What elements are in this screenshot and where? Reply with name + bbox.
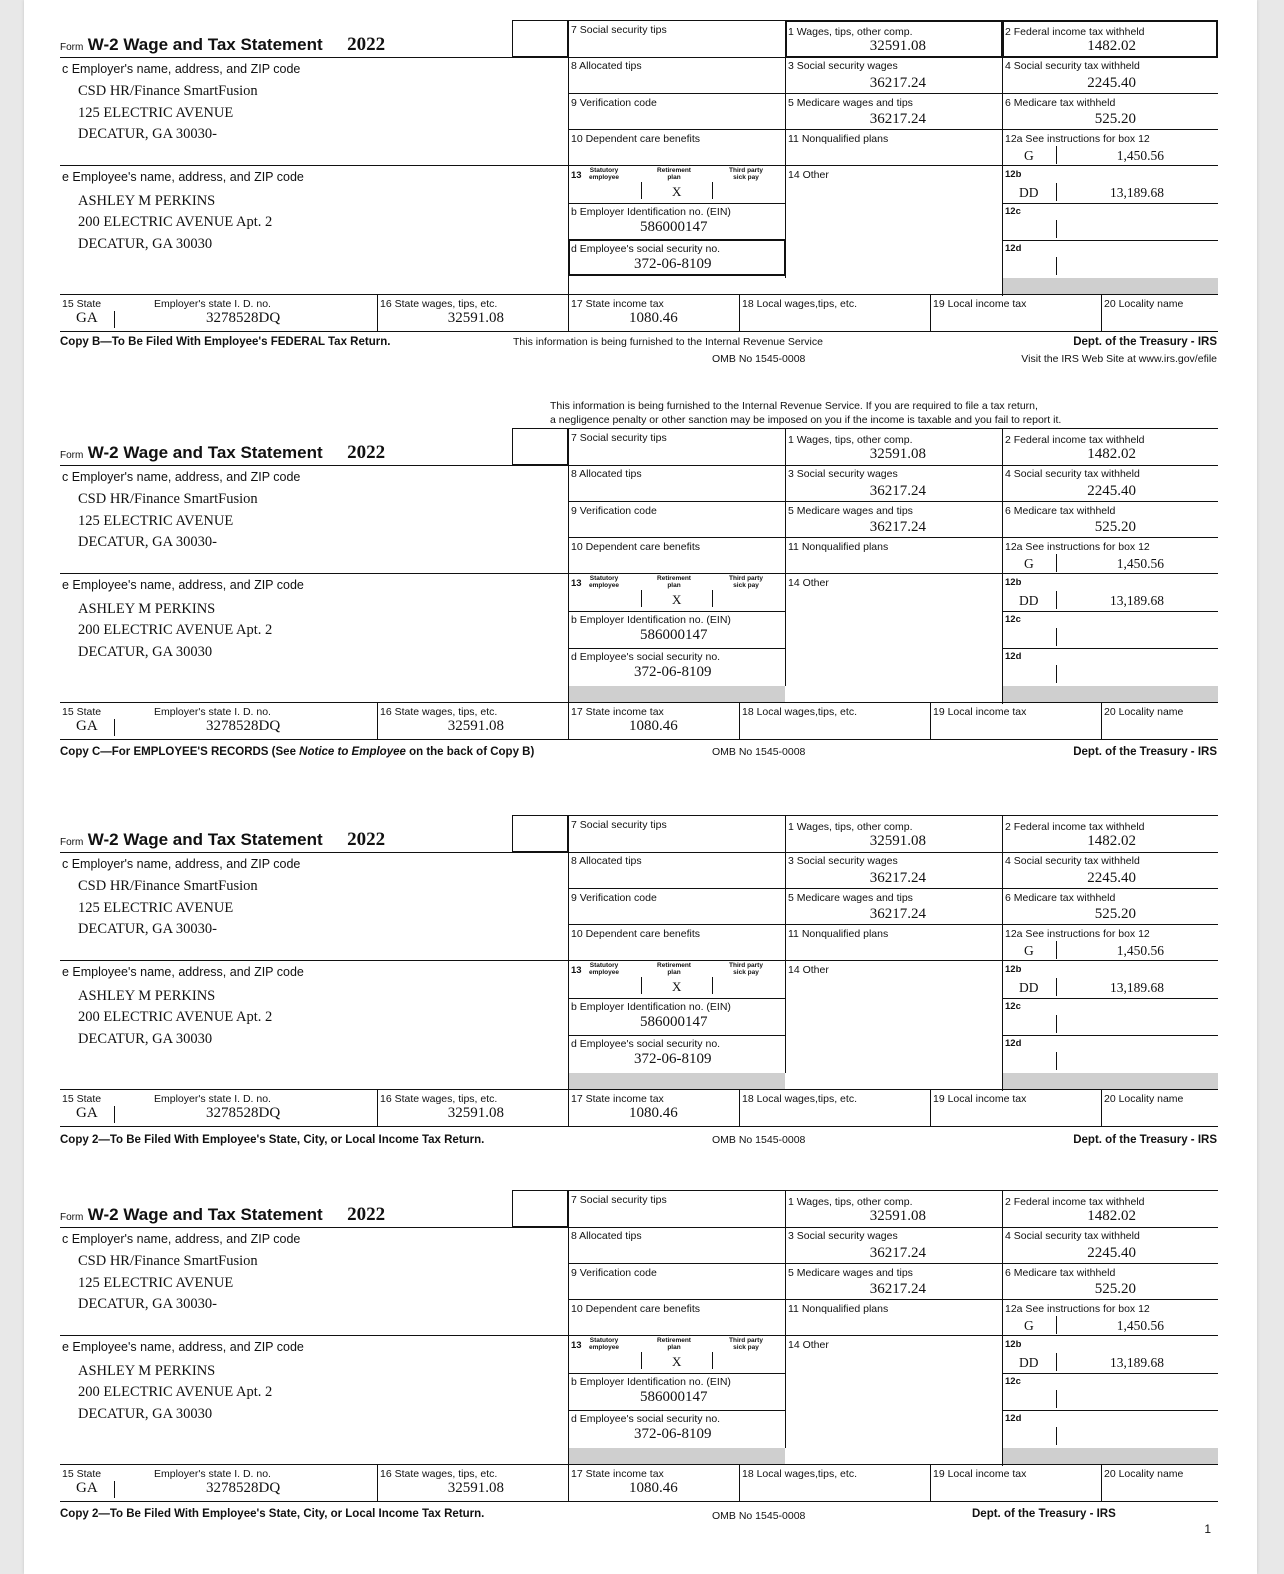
state-value: GA — [76, 1105, 98, 1121]
box7-label: 7 Social security tips — [571, 1194, 667, 1206]
employee-name: ASHLEY M PERKINS — [78, 1363, 216, 1379]
box3-label: 3 Social security wages — [788, 855, 898, 867]
box12c-label: 12c — [1005, 1001, 1021, 1012]
employer-city: DECATUR, GA 30030- — [78, 534, 217, 550]
box6-value: 525.20 — [1094, 111, 1136, 127]
ssn-value: 372-06-8109 — [634, 1051, 712, 1067]
ein-value: 586000147 — [640, 627, 708, 643]
box4-label: 4 Social security tax withheld — [1005, 60, 1140, 72]
statutory-label: Statutory employee — [589, 962, 619, 976]
copy-2b-omb: OMB No 1545-0008 — [712, 1510, 806, 1522]
box16-label: 16 State wages, tips, etc. — [380, 1093, 498, 1105]
box2-value: 1482.02 — [1087, 38, 1136, 54]
box12b-code: DD — [1019, 185, 1039, 200]
box3-label: 3 Social security wages — [788, 1230, 898, 1242]
box5-label: 5 Medicare wages and tips — [788, 97, 913, 109]
copy-b-omb: OMB No 1545-0008 — [712, 353, 806, 365]
employee-name: ASHLEY M PERKINS — [78, 601, 216, 617]
box4-value: 2245.40 — [1087, 1245, 1136, 1261]
form-year: 2022 — [347, 34, 386, 55]
highlight-box — [568, 239, 786, 276]
box19-label: 19 Local income tax — [933, 706, 1027, 718]
copy-c-omb: OMB No 1545-0008 — [712, 746, 806, 758]
form-title-text: W-2 Wage and Tax Statement — [87, 1205, 323, 1224]
box11-label: 11 Nonqualified plans — [788, 928, 889, 940]
box12d-label: 12d — [1005, 1413, 1022, 1424]
box20-label: 20 Locality name — [1104, 706, 1184, 718]
retirement-label: Retirement plan — [657, 575, 691, 589]
box12b-amount: 13,189.68 — [1110, 980, 1164, 995]
boxd-label: d Employee's social security no. — [571, 1038, 721, 1050]
box15-label: 15 State — [62, 1468, 102, 1480]
box12a-amount: 1,450.56 — [1116, 1318, 1164, 1333]
employee-city: DECATUR, GA 30030 — [78, 236, 213, 252]
retirement-label: Retirement plan — [657, 167, 691, 181]
statutory-label: Statutory employee — [589, 167, 619, 181]
retirement-label: Retirement plan — [657, 1337, 691, 1351]
form-word: Form — [60, 450, 84, 461]
page-number: 1 — [1204, 1522, 1211, 1536]
box15-label: 15 State — [62, 298, 102, 310]
shaded-bar — [569, 686, 785, 702]
form-title-text: W-2 Wage and Tax Statement — [87, 35, 323, 54]
employer-name: CSD HR/Finance SmartFusion — [78, 491, 258, 507]
box10-label: 10 Dependent care benefits — [571, 541, 701, 553]
employee-name: ASHLEY M PERKINS — [78, 193, 216, 209]
box3-value: 36217.24 — [869, 483, 926, 499]
box16-label: 16 State wages, tips, etc. — [380, 706, 498, 718]
box15-label: 15 State — [62, 706, 102, 718]
boxd-label: d Employee's social security no. — [571, 243, 721, 255]
box12c-label: 12c — [1005, 206, 1021, 217]
copy-c-dept: Dept. of the Treasury - IRS — [1073, 746, 1217, 758]
form-word: Form — [60, 837, 84, 848]
employer-address: 125 ELECTRIC AVENUE — [78, 513, 234, 529]
state-id-value: 3278528DQ — [206, 1480, 281, 1496]
state-value: GA — [76, 1480, 98, 1496]
shaded-bar — [1003, 686, 1218, 702]
employer-city: DECATUR, GA 30030- — [78, 126, 217, 142]
form-title — [60, 829, 385, 851]
highlight-box — [785, 20, 1003, 58]
box20-label: 20 Locality name — [1104, 1093, 1184, 1105]
state-value: GA — [76, 310, 98, 326]
box12b-amount: 13,189.68 — [1110, 593, 1164, 608]
box18-label: 18 Local wages,tips, etc. — [742, 1093, 857, 1105]
box1-label: 1 Wages, tips, other comp. — [788, 1196, 913, 1208]
box9-label: 9 Verification code — [571, 1267, 657, 1279]
state-value: GA — [76, 718, 98, 734]
box7-label: 7 Social security tips — [571, 819, 667, 831]
box16-value: 32591.08 — [447, 1480, 504, 1496]
statutory-label: Statutory employee — [589, 575, 619, 589]
box12b-label: 12b — [1005, 964, 1022, 975]
copy-2a-text: Copy 2—To Be Filed With Employee's State, City, or Local Income Tax Return. — [60, 1134, 485, 1146]
state-id-label: Employer's state I. D. no. — [154, 298, 271, 310]
box3-value: 36217.24 — [869, 870, 926, 886]
box20-label: 20 Locality name — [1104, 1468, 1184, 1480]
box4-label: 4 Social security tax withheld — [1005, 855, 1140, 867]
form-title — [60, 1204, 385, 1226]
box12b-amount: 13,189.68 — [1110, 1355, 1164, 1370]
state-id-value: 3278528DQ — [206, 310, 281, 326]
copy-b-irs-note: This information is being furnished to the Internal Revenue Service — [513, 336, 823, 348]
employer-name: CSD HR/Finance SmartFusion — [78, 1253, 258, 1269]
box12b-code: DD — [1019, 980, 1039, 995]
box6-label: 6 Medicare tax withheld — [1005, 1267, 1116, 1279]
box12b-code: DD — [1019, 593, 1039, 608]
ein-value: 586000147 — [640, 1014, 708, 1030]
box17-label: 17 State income tax — [571, 1468, 664, 1480]
copy-2b-dept: Dept. of the Treasury - IRS — [972, 1508, 1116, 1520]
box5-label: 5 Medicare wages and tips — [788, 505, 913, 517]
boxb-label: b Employer Identification no. (EIN) — [571, 1376, 731, 1388]
employee-city: DECATUR, GA 30030 — [78, 1406, 213, 1422]
retirement-checkbox: X — [672, 979, 682, 994]
box14-label: 14 Other — [788, 577, 829, 589]
blank-box — [512, 428, 568, 465]
box4-value: 2245.40 — [1087, 75, 1136, 91]
box5-label: 5 Medicare wages and tips — [788, 892, 913, 904]
box11-label: 11 Nonqualified plans — [788, 1303, 889, 1315]
box18-label: 18 Local wages,tips, etc. — [742, 298, 857, 310]
boxb-label: b Employer Identification no. (EIN) — [571, 206, 731, 218]
third-party-label: Third party sick pay — [729, 575, 763, 589]
box3-label: 3 Social security wages — [788, 468, 898, 480]
form-title — [60, 442, 385, 464]
form-word: Form — [60, 42, 84, 53]
employer-name: CSD HR/Finance SmartFusion — [78, 83, 258, 99]
box12a-code: G — [1024, 943, 1034, 958]
box10-label: 10 Dependent care benefits — [571, 133, 701, 145]
employee-city: DECATUR, GA 30030 — [78, 1031, 213, 1047]
employee-address: 200 ELECTRIC AVENUE Apt. 2 — [78, 214, 273, 230]
box6-label: 6 Medicare tax withheld — [1005, 97, 1116, 109]
copy-b-text: Copy B—To Be Filed With Employee's FEDERAL Tax Return. — [60, 336, 391, 348]
shaded-bar — [1003, 278, 1218, 294]
box5-value: 36217.24 — [869, 111, 926, 127]
form-year: 2022 — [347, 442, 386, 463]
boxd-label: d Employee's social security no. — [571, 651, 721, 663]
box12a-code: G — [1024, 148, 1034, 163]
box13-label: 13 — [571, 578, 582, 589]
box6-value: 525.20 — [1094, 519, 1136, 535]
blank-box — [512, 815, 568, 852]
box1-label: 1 Wages, tips, other comp. — [788, 434, 913, 446]
box2-label: 2 Federal income tax withheld — [1005, 26, 1145, 38]
boxb-label: b Employer Identification no. (EIN) — [571, 1001, 731, 1013]
box7-label: 7 Social security tips — [571, 24, 667, 36]
state-id-label: Employer's state I. D. no. — [154, 706, 271, 718]
box7-label: 7 Social security tips — [571, 432, 667, 444]
box12a-label: 12a See instructions for box 12 — [1005, 928, 1150, 940]
box8-label: 8 Allocated tips — [571, 468, 642, 480]
box6-label: 6 Medicare tax withheld — [1005, 892, 1116, 904]
ssn-value: 372-06-8109 — [634, 256, 712, 272]
boxb-label: b Employer Identification no. (EIN) — [571, 614, 731, 626]
box12c-label: 12c — [1005, 614, 1021, 625]
box8-label: 8 Allocated tips — [571, 60, 642, 72]
box12a-code: G — [1024, 1318, 1034, 1333]
box5-value: 36217.24 — [869, 519, 926, 535]
boxc-label: c Employer's name, address, and ZIP code — [62, 1232, 301, 1246]
document-page — [24, 0, 1257, 1574]
box5-value: 36217.24 — [869, 906, 926, 922]
box1-value: 32591.08 — [869, 38, 926, 54]
boxc-label: c Employer's name, address, and ZIP code — [62, 857, 301, 871]
box6-value: 525.20 — [1094, 906, 1136, 922]
ein-value: 586000147 — [640, 219, 708, 235]
box3-value: 36217.24 — [869, 75, 926, 91]
boxe-label: e Employee's name, address, and ZIP code — [62, 1340, 304, 1354]
copy-2b-text: Copy 2—To Be Filed With Employee's State, City, or Local Income Tax Return. — [60, 1508, 485, 1520]
third-party-label: Third party sick pay — [729, 1337, 763, 1351]
box12a-amount: 1,450.56 — [1116, 556, 1164, 571]
box14-label: 14 Other — [788, 1339, 829, 1351]
copy-b-dept: Dept. of the Treasury - IRS — [1073, 336, 1217, 348]
box4-value: 2245.40 — [1087, 870, 1136, 886]
box12a-label: 12a See instructions for box 12 — [1005, 541, 1150, 553]
box6-value: 525.20 — [1094, 1281, 1136, 1297]
state-id-value: 3278528DQ — [206, 718, 281, 734]
box4-value: 2245.40 — [1087, 483, 1136, 499]
box9-label: 9 Verification code — [571, 97, 657, 109]
blank-box — [512, 20, 568, 57]
state-id-label: Employer's state I. D. no. — [154, 1093, 271, 1105]
box2-label: 2 Federal income tax withheld — [1005, 434, 1145, 446]
boxd-label: d Employee's social security no. — [571, 1413, 721, 1425]
employer-name: CSD HR/Finance SmartFusion — [78, 878, 258, 894]
box12b-amount: 13,189.68 — [1110, 185, 1164, 200]
box18-label: 18 Local wages,tips, etc. — [742, 706, 857, 718]
form-title-text: W-2 Wage and Tax Statement — [87, 443, 323, 462]
box12b-label: 12b — [1005, 577, 1022, 588]
state-id-value: 3278528DQ — [206, 1105, 281, 1121]
boxe-label: e Employee's name, address, and ZIP code — [62, 170, 304, 184]
box3-value: 36217.24 — [869, 1245, 926, 1261]
employer-city: DECATUR, GA 30030- — [78, 921, 217, 937]
third-party-label: Third party sick pay — [729, 167, 763, 181]
retirement-label: Retirement plan — [657, 962, 691, 976]
retirement-checkbox: X — [672, 1354, 682, 1369]
copy-b-website: Visit the IRS Web Site at www.irs.gov/efile — [1021, 353, 1217, 365]
box17-value: 1080.46 — [629, 1105, 678, 1121]
box2-value: 1482.02 — [1087, 446, 1136, 462]
box4-label: 4 Social security tax withheld — [1005, 1230, 1140, 1242]
box1-label: 1 Wages, tips, other comp. — [788, 821, 913, 833]
box15-label: 15 State — [62, 1093, 102, 1105]
box11-label: 11 Nonqualified plans — [788, 133, 889, 145]
box17-value: 1080.46 — [629, 718, 678, 734]
box12a-amount: 1,450.56 — [1116, 148, 1164, 163]
box2-label: 2 Federal income tax withheld — [1005, 821, 1145, 833]
employee-name: ASHLEY M PERKINS — [78, 988, 216, 1004]
box9-label: 9 Verification code — [571, 892, 657, 904]
form-year: 2022 — [347, 1204, 386, 1225]
copy-2a-omb: OMB No 1545-0008 — [712, 1134, 806, 1146]
boxc-label: c Employer's name, address, and ZIP code — [62, 470, 301, 484]
box4-label: 4 Social security tax withheld — [1005, 468, 1140, 480]
box17-label: 17 State income tax — [571, 1093, 664, 1105]
retirement-checkbox: X — [672, 592, 682, 607]
box12a-code: G — [1024, 556, 1034, 571]
form-year: 2022 — [347, 829, 386, 850]
copy-c-notice-1: This information is being furnished to the Internal Revenue Service. If you are required to file a tax return, — [550, 400, 1038, 412]
box5-label: 5 Medicare wages and tips — [788, 1267, 913, 1279]
box14-label: 14 Other — [788, 964, 829, 976]
form-title — [60, 34, 385, 56]
box1-label: 1 Wages, tips, other comp. — [788, 26, 913, 38]
employer-address: 125 ELECTRIC AVENUE — [78, 900, 234, 916]
box8-label: 8 Allocated tips — [571, 855, 642, 867]
copy-2a-dept: Dept. of the Treasury - IRS — [1073, 1134, 1217, 1146]
box13-label: 13 — [571, 1340, 582, 1351]
boxe-label: e Employee's name, address, and ZIP code — [62, 578, 304, 592]
box16-label: 16 State wages, tips, etc. — [380, 1468, 498, 1480]
box17-value: 1080.46 — [629, 310, 678, 326]
employee-address: 200 ELECTRIC AVENUE Apt. 2 — [78, 622, 273, 638]
employer-city: DECATUR, GA 30030- — [78, 1296, 217, 1312]
box14-label: 14 Other — [788, 169, 829, 181]
shaded-bar — [569, 1073, 785, 1089]
employee-city: DECATUR, GA 30030 — [78, 644, 213, 660]
box12d-label: 12d — [1005, 243, 1022, 254]
box16-value: 32591.08 — [447, 718, 504, 734]
box16-label: 16 State wages, tips, etc. — [380, 298, 498, 310]
box12b-code: DD — [1019, 1355, 1039, 1370]
boxe-label: e Employee's name, address, and ZIP code — [62, 965, 304, 979]
box17-label: 17 State income tax — [571, 298, 664, 310]
box12c-label: 12c — [1005, 1376, 1021, 1387]
box13-label: 13 — [571, 965, 582, 976]
employee-address: 200 ELECTRIC AVENUE Apt. 2 — [78, 1384, 273, 1400]
box12b-label: 12b — [1005, 169, 1022, 180]
box1-value: 32591.08 — [869, 446, 926, 462]
ssn-value: 372-06-8109 — [634, 1426, 712, 1442]
third-party-label: Third party sick pay — [729, 962, 763, 976]
box3-label: 3 Social security wages — [788, 60, 898, 72]
box19-label: 19 Local income tax — [933, 1468, 1027, 1480]
ssn-value: 372-06-8109 — [634, 664, 712, 680]
box12d-label: 12d — [1005, 651, 1022, 662]
box8-label: 8 Allocated tips — [571, 1230, 642, 1242]
employee-address: 200 ELECTRIC AVENUE Apt. 2 — [78, 1009, 273, 1025]
box16-value: 32591.08 — [447, 1105, 504, 1121]
ein-value: 586000147 — [640, 1389, 708, 1405]
box13-label: 13 — [571, 170, 582, 181]
box9-label: 9 Verification code — [571, 505, 657, 517]
box18-label: 18 Local wages,tips, etc. — [742, 1468, 857, 1480]
box10-label: 10 Dependent care benefits — [571, 928, 701, 940]
box12d-label: 12d — [1005, 1038, 1022, 1049]
box10-label: 10 Dependent care benefits — [571, 1303, 701, 1315]
box2-value: 1482.02 — [1087, 833, 1136, 849]
statutory-label: Statutory employee — [589, 1337, 619, 1351]
copy-c-text: Copy C—For EMPLOYEE'S RECORDS (See Notice to Employee on the back of Copy B) — [60, 746, 535, 758]
retirement-checkbox: X — [672, 184, 682, 199]
employer-address: 125 ELECTRIC AVENUE — [78, 1275, 234, 1291]
box16-value: 32591.08 — [447, 310, 504, 326]
blank-box — [512, 1190, 568, 1227]
form-title-text: W-2 Wage and Tax Statement — [87, 830, 323, 849]
box1-value: 32591.08 — [869, 833, 926, 849]
shaded-bar — [1003, 1448, 1218, 1464]
boxc-label: c Employer's name, address, and ZIP code — [62, 62, 301, 76]
box1-value: 32591.08 — [869, 1208, 926, 1224]
form-word: Form — [60, 1212, 84, 1223]
box12a-label: 12a See instructions for box 12 — [1005, 133, 1150, 145]
highlight-box — [1002, 20, 1218, 58]
box17-value: 1080.46 — [629, 1480, 678, 1496]
box12b-label: 12b — [1005, 1339, 1022, 1350]
box17-label: 17 State income tax — [571, 706, 664, 718]
box2-label: 2 Federal income tax withheld — [1005, 1196, 1145, 1208]
box19-label: 19 Local income tax — [933, 1093, 1027, 1105]
box19-label: 19 Local income tax — [933, 298, 1027, 310]
box2-value: 1482.02 — [1087, 1208, 1136, 1224]
copy-c-notice-2: a negligence penalty or other sanction may be imposed on you if the income is taxable and you fail to report it. — [550, 414, 1062, 426]
box20-label: 20 Locality name — [1104, 298, 1184, 310]
shaded-bar — [569, 1448, 785, 1464]
box6-label: 6 Medicare tax withheld — [1005, 505, 1116, 517]
box12a-label: 12a See instructions for box 12 — [1005, 1303, 1150, 1315]
box5-value: 36217.24 — [869, 1281, 926, 1297]
employer-address: 125 ELECTRIC AVENUE — [78, 105, 234, 121]
state-id-label: Employer's state I. D. no. — [154, 1468, 271, 1480]
box12a-amount: 1,450.56 — [1116, 943, 1164, 958]
shaded-bar — [1003, 1073, 1218, 1089]
box11-label: 11 Nonqualified plans — [788, 541, 889, 553]
